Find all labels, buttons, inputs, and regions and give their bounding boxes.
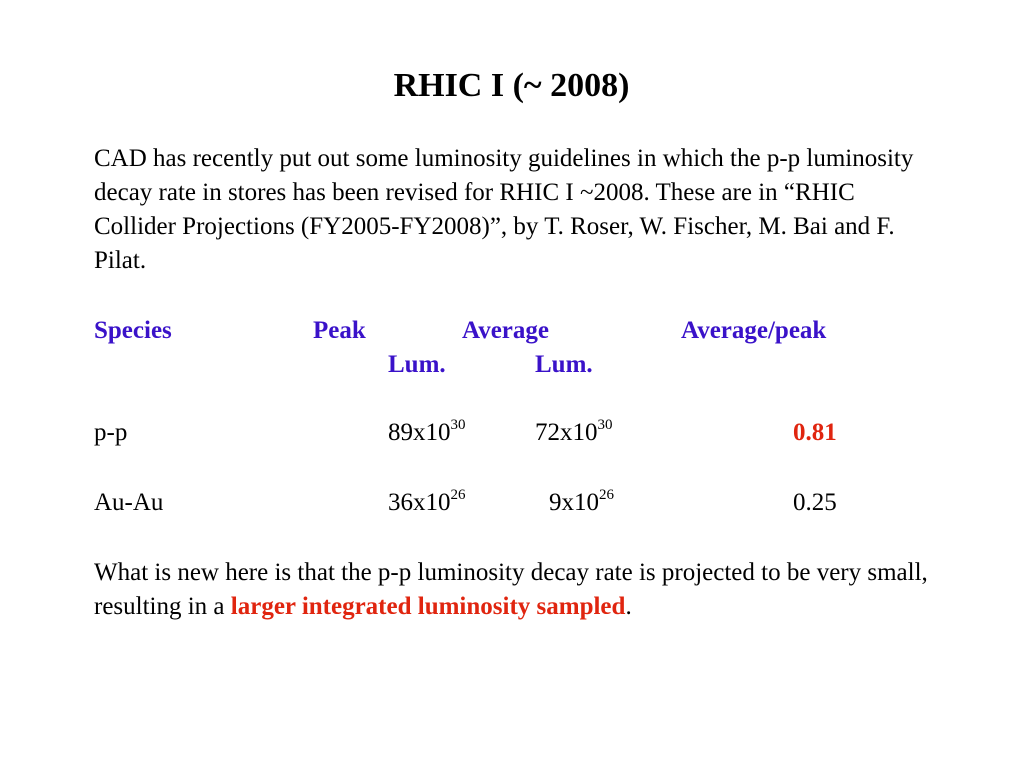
conclusion-highlight: larger integrated luminosity sampled	[230, 593, 626, 620]
header-peak-unit: Lum.	[388, 351, 446, 378]
header-average-peak: Average/peak	[681, 317, 827, 344]
header-peak: Peak	[313, 317, 366, 344]
row-auau-average: $9x10^{26}$	[549, 487, 614, 516]
header-average: Average	[462, 317, 549, 344]
row-pp-species: p-p	[94, 419, 128, 446]
intro-paragraph: CAD has recently put out some luminosity guidelines in which the p-p luminosity decay rate in stores has been revised for RHIC I ~2008. These are in “RHIC Collider Projections (FY2005-FY2008)”, by T. Roser, W. Fischer, M. Bai and F. Pilat.	[94, 145, 914, 274]
row-pp-average: $72x10^{30}$	[535, 417, 613, 446]
row-auau-ratio: 0.25	[793, 489, 837, 516]
conclusion-end: .	[625, 593, 632, 620]
header-species: Species	[94, 317, 172, 344]
row-pp-peak: $89x10^{30}$	[388, 417, 466, 446]
conclusion-text: What is new here is that the p-p luminosity decay rate is projected to be very small, resulting in a	[94, 559, 928, 620]
row-auau-peak: $36x10^{26}$	[388, 487, 466, 516]
slide-title: RHIC I (~ 2008)	[393, 67, 630, 104]
conclusion-paragraph	[94, 556, 934, 624]
row-pp-ratio: 0.81	[793, 419, 837, 446]
row-auau-species: Au-Au	[94, 489, 164, 516]
header-average-unit: Lum.	[535, 351, 593, 378]
